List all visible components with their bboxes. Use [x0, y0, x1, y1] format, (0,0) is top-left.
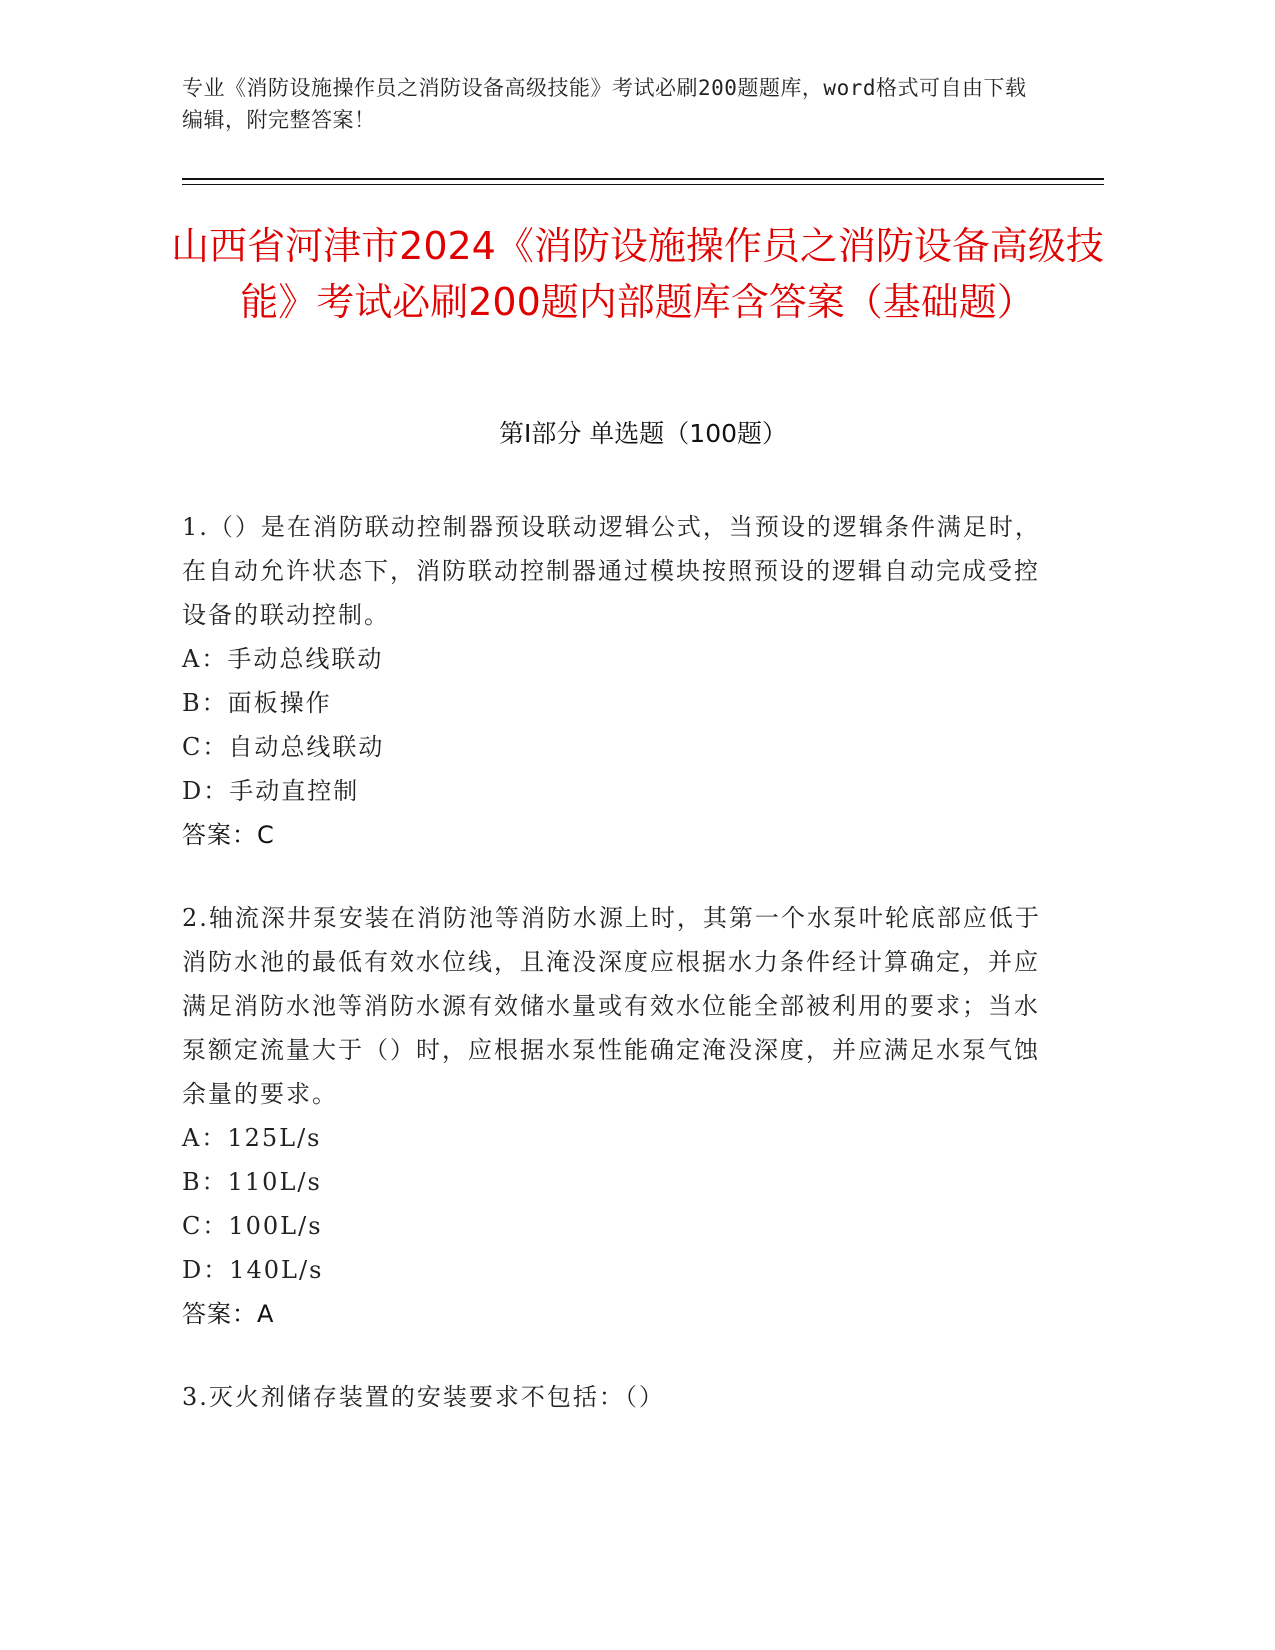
option-a: A：125L/s [182, 1124, 322, 1152]
option-d: D：手动直控制 [182, 777, 360, 805]
option-list [182, 1116, 1062, 1292]
option-d: D：140L/s [182, 1256, 324, 1284]
section-title: 第I部分 单选题（100题） [498, 419, 788, 448]
document-title: 山西省河津市2024《消防设施操作员之消防设备高级技能》考试必刷200题内部题库含答案（基础题） [171, 224, 1104, 324]
question-stem: 1.（）是在消防联动控制器预设联动逻辑公式，当预设的逻辑条件满足时，在自动允许状态下，消防联动控制器通过模块按照预设的逻辑自动完成受控设备的联动控制。 [182, 513, 1041, 629]
header-divider-thick [182, 178, 1104, 180]
option-b: B：面板操作 [182, 689, 332, 717]
answer-line: 答案：A [182, 1300, 275, 1328]
option-list [182, 637, 1062, 813]
question-item [182, 896, 1062, 1336]
header-divider-thin [182, 184, 1104, 185]
option-a: A：手动总线联动 [182, 645, 384, 673]
option-b: B：110L/s [182, 1168, 322, 1196]
question-item [182, 1375, 1062, 1419]
option-c: C：自动总线联动 [182, 733, 385, 761]
question-stem: 2.轴流深井泵安装在消防池等消防水源上时，其第一个水泵叶轮底部应低于消防水池的最低有效水位线，且淹没深度应根据水力条件经计算确定，并应满足消防水池等消防水源有效储水量或有效水位能全部被利用的要求；当水泵额定流量大于（）时，应根据水泵性能确定淹没深度，并应满足水泵气蚀余量的要求。 [182, 904, 1041, 1108]
option-c: C：100L/s [182, 1212, 323, 1240]
answer-line: 答案：C [182, 821, 275, 849]
question-stem: 3.灭火剂储存装置的安装要求不包括：（） [182, 1383, 665, 1411]
header-note: 专业《消防设施操作员之消防设备高级技能》考试必刷200题题库，word格式可自由下载编辑，附完整答案！ [182, 76, 1027, 132]
question-item [182, 505, 1062, 857]
